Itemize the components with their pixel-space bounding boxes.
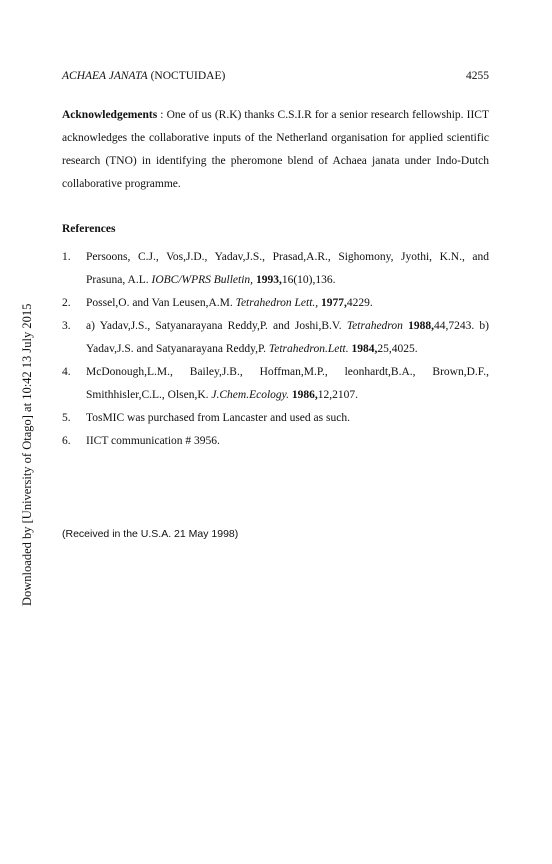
reference-year: 1988, (402, 320, 434, 332)
download-watermark: Downloaded by [University of Otago] at 10:42 13 July 2015 (20, 303, 34, 606)
running-subtitle: (NOCTUIDAE) (147, 70, 226, 82)
acknowledgements-text: : One of us (R.K) thanks C.S.I.R for a senior research fellowship. IICT acknowledges the collaborative inputs of the Netherland organisation for applied scientific research (TNO) in identifying the pheromone blend of Achaea janata under Indo-Dutch collaborative programme. (62, 109, 489, 190)
reference-item (62, 292, 489, 315)
reference-volume: 16(10),136. (281, 274, 336, 286)
reference-volume: 44,7243. (433, 320, 475, 332)
reference-text: IICT communication # 3956. (86, 435, 220, 447)
reference-journal: Tetrahedron (346, 320, 403, 332)
reference-year: 1993, (253, 274, 282, 286)
reference-number: 3. (62, 320, 71, 332)
reference-number: 6. (62, 435, 71, 447)
page-number: 4255 (466, 70, 489, 82)
acknowledgements-heading: Acknowledgements (62, 109, 158, 121)
reference-number: 4. (62, 366, 71, 378)
reference-journal-b: Tetrahedron.Lett. (268, 343, 349, 355)
reference-text: TosMIC was purchased from Lancaster and used as such. (86, 412, 350, 424)
acknowledgements-paragraph (62, 104, 489, 196)
reference-item (62, 246, 489, 292)
reference-item (62, 315, 489, 361)
reference-journal: IOBC/WPRS Bulletin, (151, 274, 254, 286)
reference-journal: Tetrahedron Lett., (235, 297, 319, 309)
reference-year: 1986, (289, 389, 318, 401)
reference-volume: 4229. (346, 297, 373, 309)
reference-authors-b: b) Yadav,J.S. and Satyanarayana Reddy,P. (86, 320, 489, 355)
received-date: (Received in the U.S.A. 21 May 1998) (62, 528, 239, 540)
reference-number: 1. (62, 251, 71, 263)
reference-journal: J.Chem.Ecology. (211, 389, 290, 401)
running-header (62, 70, 489, 82)
references-list (62, 246, 489, 453)
running-title: ACHAEA JANATA (62, 70, 148, 82)
reference-authors: Persoons, C.J., Vos,J.D., Yadav,J.S., Prasad,A.R., Sighomony, Jyothi, K.N., and Prasuna, A.L. (86, 251, 489, 286)
reference-year: 1977, (318, 297, 347, 309)
reference-number: 5. (62, 412, 71, 424)
reference-authors: McDonough,L.M., Bailey,J.B., Hoffman,M.P., leonhardt,B.A., Brown,D.F., Smithhisler,C.L., Olsen,K. (86, 366, 489, 401)
reference-authors: Possel,O. and Van Leusen,A.M. (86, 297, 236, 309)
reference-volume: 12,2107. (317, 389, 359, 401)
reference-number: 2. (62, 297, 71, 309)
reference-volume-b: 25,4025. (377, 343, 418, 355)
reference-authors: a) Yadav,J.S., Satyanarayana Reddy,P. and Joshi,B.V. (86, 320, 347, 332)
references-heading: References (62, 223, 116, 235)
reference-year-b: 1984, (348, 343, 378, 355)
reference-item (62, 407, 489, 430)
reference-item (62, 430, 489, 453)
reference-item (62, 361, 489, 407)
